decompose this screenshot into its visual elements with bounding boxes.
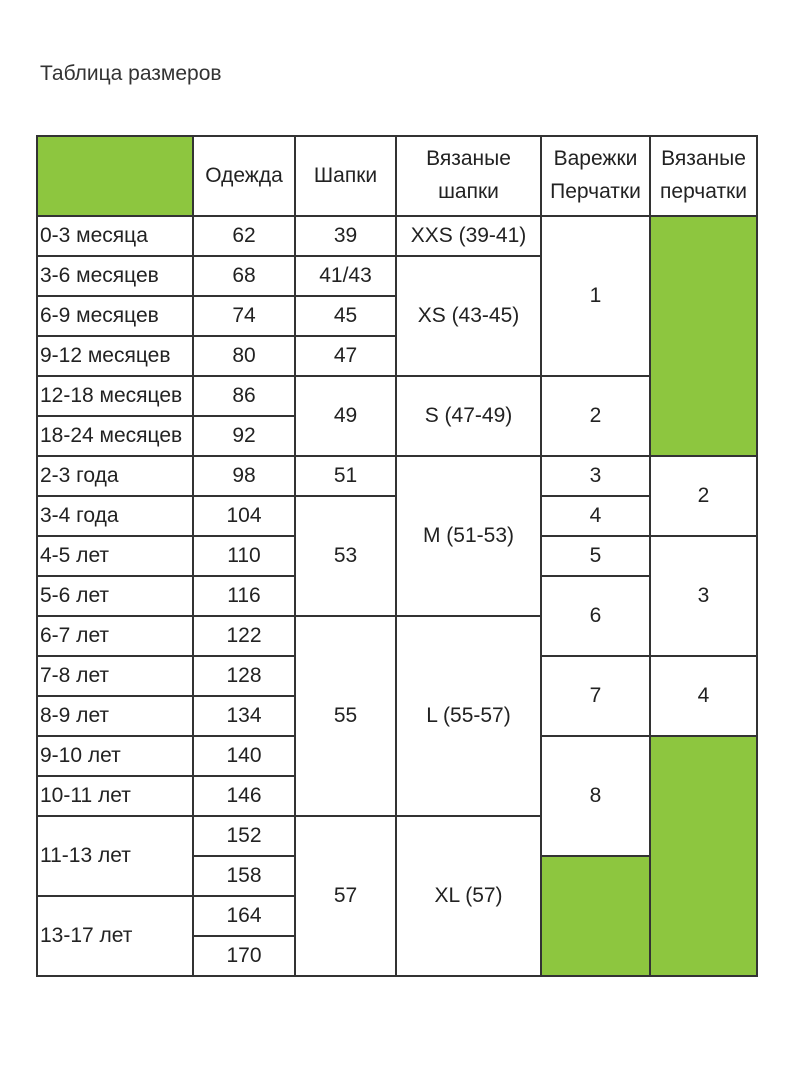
knit-hat-cell: XL (57) <box>396 816 541 976</box>
mittens-cell: 2 <box>541 376 650 456</box>
knit-hat-cell: XXS (39-41) <box>396 216 541 256</box>
knit-hat-cell: L (55-57) <box>396 616 541 816</box>
hat-cell: 53 <box>295 496 396 616</box>
age-cell: 2-3 года <box>37 456 193 496</box>
clothing-cell: 134 <box>193 696 295 736</box>
hat-cell: 45 <box>295 296 396 336</box>
age-cell: 3-4 года <box>37 496 193 536</box>
header-mittens-gloves <box>541 136 650 216</box>
size-table <box>36 135 758 977</box>
hat-cell: 41/43 <box>295 256 396 296</box>
clothing-cell: 86 <box>193 376 295 416</box>
age-cell: 6-9 месяцев <box>37 296 193 336</box>
clothing-cell: 62 <box>193 216 295 256</box>
mittens-cell: 4 <box>541 496 650 536</box>
clothing-cell: 128 <box>193 656 295 696</box>
mittens-cell: 3 <box>541 456 650 496</box>
mittens-cell: 8 <box>541 736 650 856</box>
header-knit-gloves-line2: перчатки <box>660 180 747 203</box>
knit-gloves-empty-cell <box>650 216 757 456</box>
hat-cell: 47 <box>295 336 396 376</box>
header-mittens-line1: Варежки <box>553 147 638 171</box>
knit-hat-cell: S (47-49) <box>396 376 541 456</box>
page-title: Таблица размеров <box>40 62 222 85</box>
header-row <box>37 136 757 216</box>
header-hats: Шапки <box>295 136 396 216</box>
header-knit-hats-line2: шапки <box>438 180 499 203</box>
age-cell: 9-12 месяцев <box>37 336 193 376</box>
knit-gloves-cell: 3 <box>650 536 757 656</box>
knit-hat-cell: XS (43-45) <box>396 256 541 376</box>
clothing-cell: 140 <box>193 736 295 776</box>
hat-cell: 55 <box>295 616 396 816</box>
age-cell: 18-24 месяцев <box>37 416 193 456</box>
knit-gloves-cell: 4 <box>650 656 757 736</box>
age-cell: 11-13 лет <box>37 816 193 896</box>
age-cell: 5-6 лет <box>37 576 193 616</box>
header-clothing: Одежда <box>193 136 295 216</box>
header-knit-hats-line1: Вязаные <box>426 147 511 171</box>
clothing-cell: 92 <box>193 416 295 456</box>
clothing-cell: 98 <box>193 456 295 496</box>
age-cell: 10-11 лет <box>37 776 193 816</box>
age-cell: 4-5 лет <box>37 536 193 576</box>
mittens-cell: 1 <box>541 216 650 376</box>
clothing-cell: 80 <box>193 336 295 376</box>
age-cell: 7-8 лет <box>37 656 193 696</box>
age-cell: 3-6 месяцев <box>37 256 193 296</box>
clothing-cell: 104 <box>193 496 295 536</box>
age-cell: 13-17 лет <box>37 896 193 976</box>
age-cell: 6-7 лет <box>37 616 193 656</box>
hat-cell: 39 <box>295 216 396 256</box>
header-knit-gloves-line1: Вязаные <box>661 147 746 171</box>
hat-cell: 49 <box>295 376 396 456</box>
clothing-cell: 122 <box>193 616 295 656</box>
clothing-cell: 146 <box>193 776 295 816</box>
age-cell: 8-9 лет <box>37 696 193 736</box>
age-cell: 12-18 месяцев <box>37 376 193 416</box>
clothing-cell: 74 <box>193 296 295 336</box>
header-mittens-line2: Перчатки <box>550 180 641 203</box>
hat-cell: 51 <box>295 456 396 496</box>
clothing-cell: 116 <box>193 576 295 616</box>
clothing-cell: 158 <box>193 856 295 896</box>
header-knit-gloves <box>650 136 757 216</box>
table-row <box>37 456 757 496</box>
knit-hat-cell: M (51-53) <box>396 456 541 616</box>
clothing-cell: 110 <box>193 536 295 576</box>
mittens-cell: 6 <box>541 576 650 656</box>
knit-gloves-empty-cell <box>650 736 757 976</box>
clothing-cell: 152 <box>193 816 295 856</box>
header-corner-cell <box>37 136 193 216</box>
mittens-cell: 5 <box>541 536 650 576</box>
age-cell: 9-10 лет <box>37 736 193 776</box>
clothing-cell: 170 <box>193 936 295 976</box>
knit-gloves-cell: 2 <box>650 456 757 536</box>
clothing-cell: 68 <box>193 256 295 296</box>
table-row <box>37 216 757 256</box>
hat-cell: 57 <box>295 816 396 976</box>
mittens-cell: 7 <box>541 656 650 736</box>
table-row <box>37 376 757 416</box>
age-cell: 0-3 месяца <box>37 216 193 256</box>
header-knit-hats <box>396 136 541 216</box>
mittens-empty-cell <box>541 856 650 976</box>
clothing-cell: 164 <box>193 896 295 936</box>
